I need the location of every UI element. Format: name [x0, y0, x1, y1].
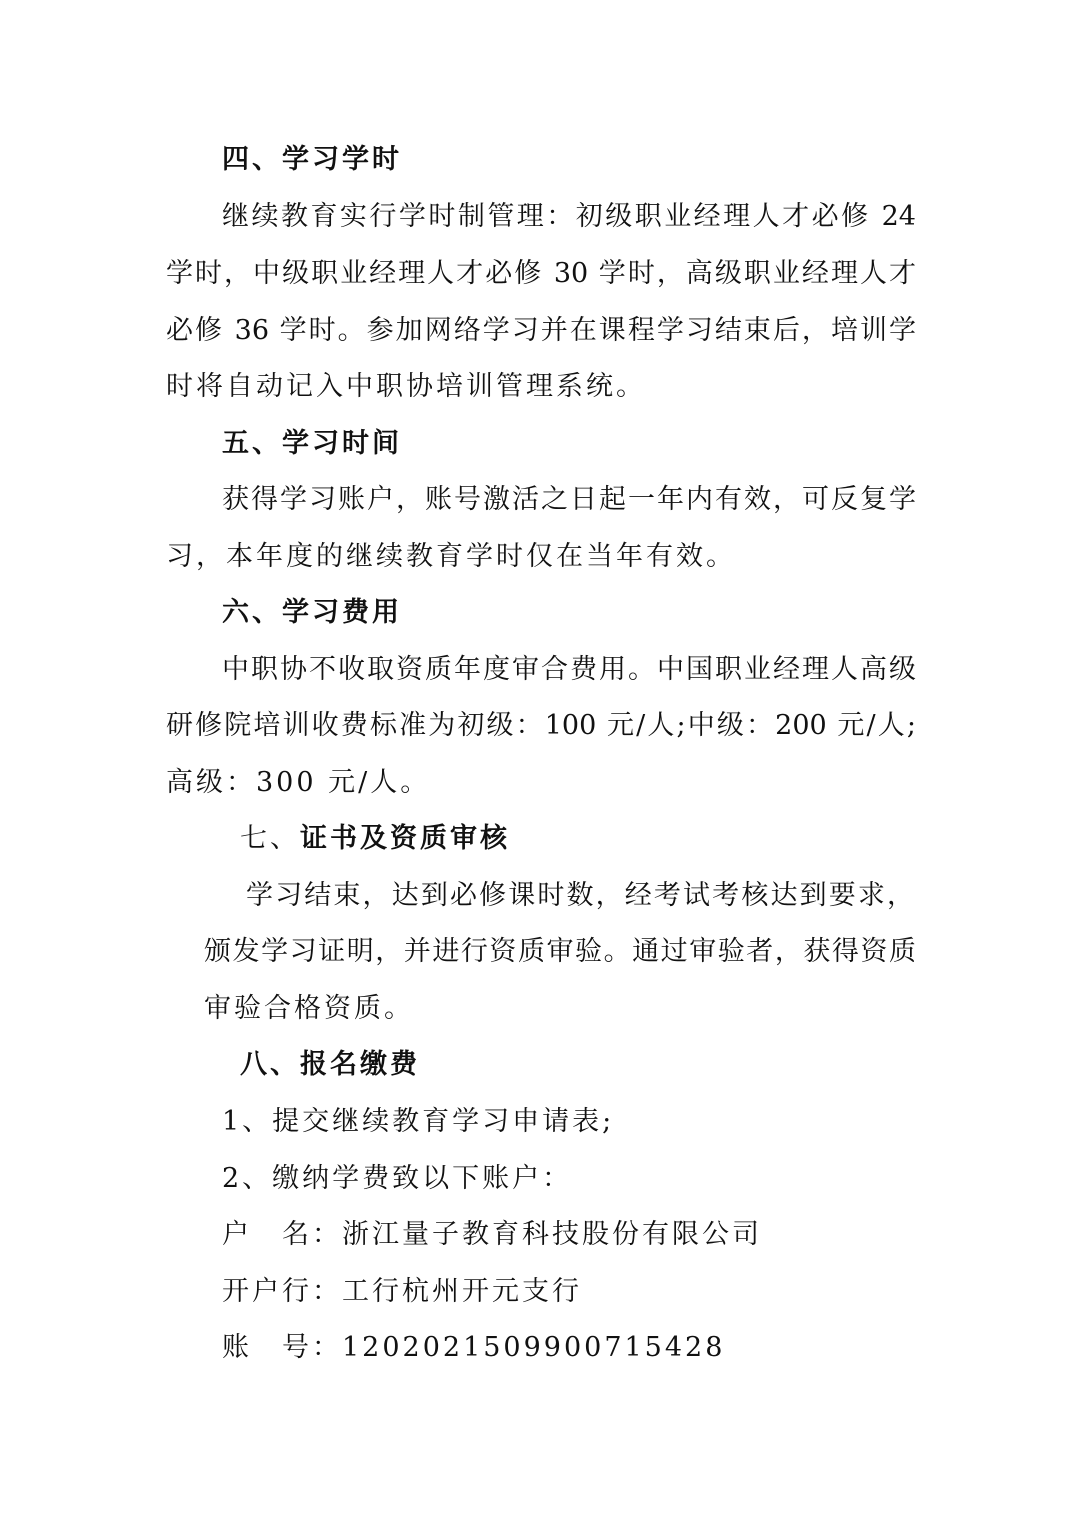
- section-heading-8: 八、报名缴费: [240, 1049, 420, 1080]
- section-heading-5: 五、学习时间: [222, 428, 402, 459]
- section-4-line-2: 学时，中级职业经理人才必修 30 学时，高级职业经理人才: [166, 258, 916, 289]
- section-7-line-1: 学习结束，达到必修课时数，经考试考核达到要求，: [246, 880, 914, 911]
- section-heading-7: [240, 819, 510, 859]
- section-8-line-2: 2、缴纳学费致以下账户：: [222, 1163, 573, 1194]
- section-heading-7-title: 证书及资质审核: [300, 823, 510, 854]
- section-heading-7-prefix: 七、: [240, 823, 300, 854]
- section-heading-6: 六、学习费用: [222, 597, 402, 628]
- section-6-line-1: 中职协不收取资质年度审合费用。中国职业经理人高级: [222, 654, 916, 685]
- section-heading-4: 四、学习学时: [222, 144, 402, 175]
- account-bank: 开户行：工行杭州开元支行: [222, 1276, 582, 1307]
- account-number: 账 号：1202021509900715428: [222, 1332, 726, 1363]
- account-name: 户 名：浙江量子教育科技股份有限公司: [222, 1219, 762, 1250]
- section-5-line-2: 习，本年度的继续教育学时仅在当年有效。: [166, 541, 736, 572]
- section-6-line-3: 高级：300 元/人。: [166, 767, 431, 798]
- section-7-line-3: 审验合格资质。: [204, 993, 414, 1024]
- section-7-line-2: 颁发学习证明，并进行资质审验。通过审验者，获得资质: [204, 936, 916, 967]
- section-4-line-1: 继续教育实行学时制管理：初级职业经理人才必修 24: [222, 201, 916, 232]
- section-8-line-1: 1、提交继续教育学习申请表;: [222, 1106, 615, 1137]
- section-4-line-3: 必修 36 学时。参加网络学习并在课程学习结束后，培训学: [166, 315, 916, 346]
- section-5-line-1: 获得学习账户，账号激活之日起一年内有效，可反复学: [222, 484, 916, 515]
- section-6-line-2: 研修院培训收费标准为初级：100 元/人;中级：200 元/人;: [166, 710, 916, 741]
- section-4-line-4: 时将自动记入中职协培训管理系统。: [166, 371, 646, 402]
